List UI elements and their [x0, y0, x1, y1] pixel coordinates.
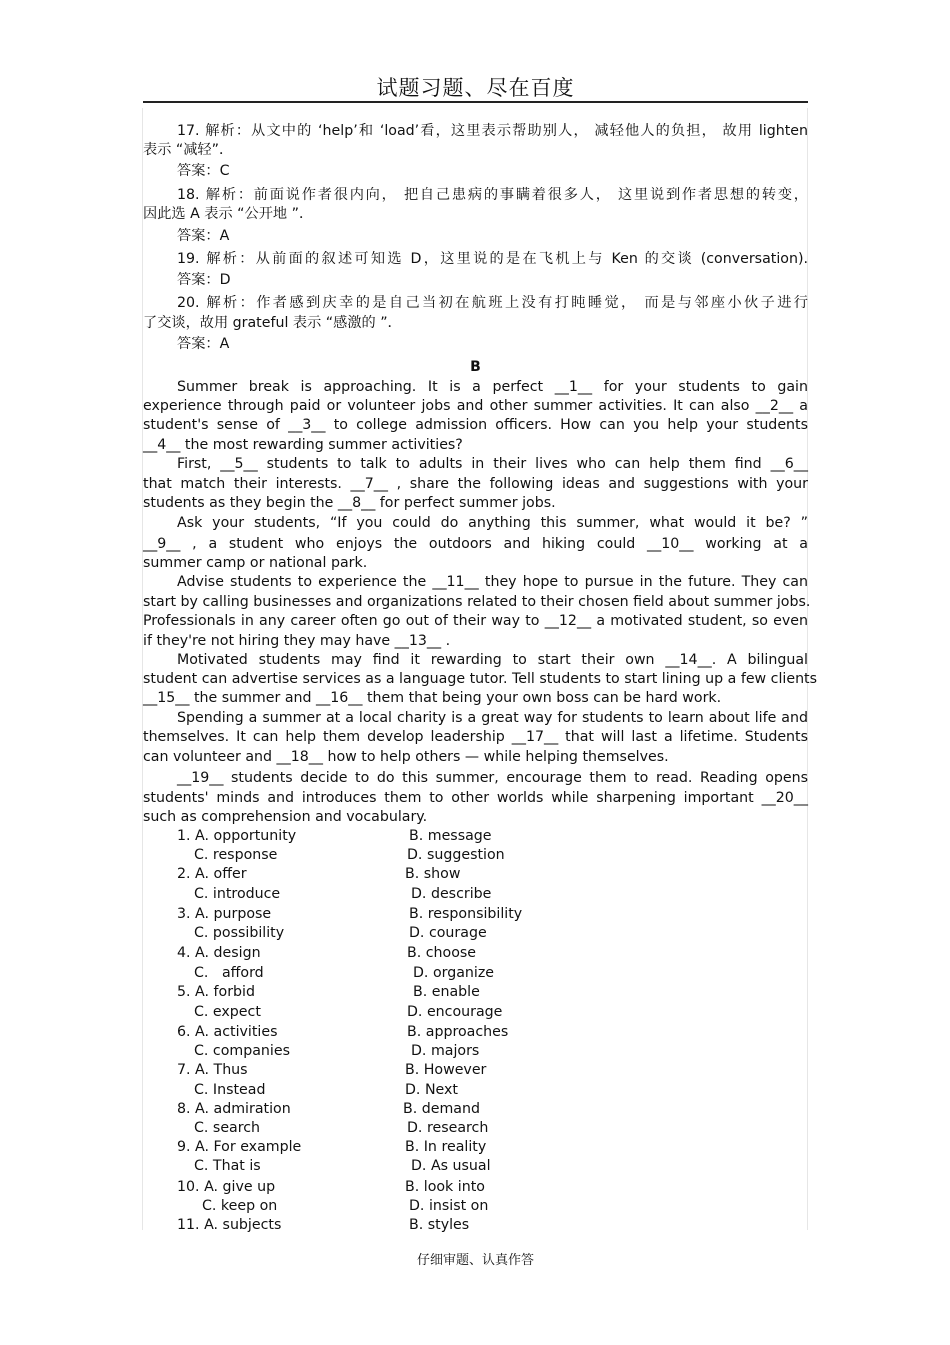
option-b: B. approaches	[407, 1024, 509, 1040]
option-c: C. response	[194, 847, 278, 863]
option-a: 11. A. subjects	[177, 1217, 282, 1233]
option-a: 1. A. opportunity	[177, 828, 297, 844]
option-d: D. majors	[411, 1043, 480, 1059]
passage-line: __4__ the most rewarding summer activities?	[143, 437, 463, 453]
answer-20: 答案：A	[177, 336, 230, 352]
option-c: C. search	[194, 1120, 261, 1136]
option-b: B. enable	[413, 984, 480, 1000]
option-c: C. companies	[194, 1043, 290, 1059]
passage-line: students as they begin the __8__ for perfect summer jobs.	[143, 495, 556, 511]
option-a: 2. A. offer	[177, 866, 247, 882]
passage-line: Ask your students, “If you could do anything this summer, what would it be? ”	[177, 515, 808, 531]
passage-line: start by calling businesses and organizations related to their chosen field about summer jobs.	[143, 594, 811, 610]
passage-line: students' minds and introduces them to other worlds while sharpening important __20__	[143, 790, 808, 806]
explanation-20-cont: 了交谈，故用 grateful 表示 “感激的 ”．	[143, 315, 402, 331]
option-c: C. possibility	[194, 925, 285, 941]
explanation-18: 18. 解析：前面说作者很内向， 把自己患病的事瞒着很多人， 这里说到作者思想的转变，	[177, 187, 808, 203]
explanation-20: 20. 解析：作者感到庆幸的是自己当初在航班上没有打盹睡觉， 而是与邻座小伙子进行	[177, 295, 808, 311]
passage-line: summer camp or national park.	[143, 555, 368, 571]
answer-18: 答案：A	[177, 228, 230, 244]
option-b: B. styles	[409, 1217, 470, 1233]
option-c: C. afford	[194, 965, 264, 981]
passage-line: __15__ the summer and __16__ them that being your own boss can be hard work.	[143, 690, 722, 706]
option-c: C. keep on	[202, 1198, 278, 1214]
passage-line: Motivated students may find it rewarding to start their own __14__. A bilingual	[177, 652, 808, 668]
option-d: D. describe	[411, 886, 492, 902]
explanation-17: 17. 解析：从文中的 ‘help’和 ‘load’看，这里表示帮助别人， 减轻他人的负担， 故用 lighten	[177, 123, 808, 139]
option-d: D. As usual	[411, 1158, 491, 1174]
passage-line: student can advertise services as a language tutor. Tell students to start lining up a few clients	[143, 671, 818, 687]
option-d: D. research	[407, 1120, 489, 1136]
passage-line: if they're not hiring they may have __13__ .	[143, 633, 451, 649]
option-a: 7. A. Thus	[177, 1062, 248, 1078]
option-b: B. However	[405, 1062, 487, 1078]
passage-line: Advise students to experience the __11__ they hope to pursue in the future. They can	[177, 574, 808, 590]
passage-line: student's sense of __3__ to college admission officers. How can you help your students	[143, 417, 808, 433]
passage-line: First, __5__ students to talk to adults in their lives who can help them find __6__	[177, 456, 808, 472]
explanation-19: 19. 解析：从前面的叙述可知选 D，这里说的是在飞机上与 Ken 的交谈 (conversation).	[177, 251, 808, 267]
option-c: C. That is	[194, 1158, 261, 1174]
header-rule	[143, 101, 808, 103]
option-b: B. In reality	[405, 1139, 487, 1155]
page-footer: 仔细审题、认真作答	[416, 1253, 534, 1268]
passage-line: that match their interests. __7__ , share the following ideas and suggestions with your	[143, 476, 808, 492]
option-d: D. courage	[409, 925, 487, 941]
option-d: D. suggestion	[407, 847, 505, 863]
option-b: B. responsibility	[409, 906, 523, 922]
option-b: B. look into	[405, 1179, 485, 1195]
explanation-18-cont: 因此选 A 表示 “公开地 ”．	[143, 206, 314, 222]
option-d: D. organize	[413, 965, 495, 981]
option-c: C. Instead	[194, 1082, 266, 1098]
passage-line: __9__ , a student who enjoys the outdoors and hiking could __10__ working at a	[143, 536, 808, 552]
passage-line: Spending a summer at a local charity is a great way for students to learn about life and	[177, 710, 808, 726]
answer-19: 答案：D	[177, 272, 231, 288]
passage-line: experience through paid or volunteer jobs and other summer activities. It can also __2__ a	[143, 398, 808, 414]
section-title: B	[470, 359, 481, 375]
option-a: 5. A. forbid	[177, 984, 255, 1000]
passage-line: Professionals in any career often go out of their way to __12__ a motivated student, so even	[143, 613, 808, 629]
passage-line: Summer break is approaching. It is a perfect __1__ for your students to gain	[177, 379, 808, 395]
option-d: D. Next	[405, 1082, 458, 1098]
option-b: B. choose	[407, 945, 477, 961]
option-d: D. encourage	[407, 1004, 503, 1020]
option-a: 4. A. design	[177, 945, 261, 961]
answer-17: 答案：C	[177, 163, 230, 179]
passage-line: themselves. It can help them develop leadership __17__ that will last a lifetime. Students	[143, 729, 808, 745]
option-b: B. message	[409, 828, 492, 844]
option-a: 8. A. admiration	[177, 1101, 291, 1117]
option-c: C. expect	[194, 1004, 261, 1020]
page-header: 试题习题、尽在百度	[376, 76, 575, 100]
option-c: C. introduce	[194, 886, 281, 902]
option-a: 9. A. For example	[177, 1139, 302, 1155]
option-a: 6. A. activities	[177, 1024, 278, 1040]
option-a: 3. A. purpose	[177, 906, 272, 922]
passage-line: such as comprehension and vocabulary.	[143, 809, 428, 825]
passage-line: can volunteer and __18__ how to help others — while helping themselves.	[143, 749, 669, 765]
option-a: 10. A. give up	[177, 1179, 276, 1195]
option-b: B. demand	[403, 1101, 480, 1117]
option-d: D. insist on	[409, 1198, 489, 1214]
option-b: B. show	[405, 866, 461, 882]
passage-line: __19__ students decide to do this summer, encourage them to read. Reading opens	[177, 770, 808, 786]
explanation-17-cont: 表示 “减轻”．	[143, 142, 234, 158]
left-margin-line	[142, 108, 143, 1230]
